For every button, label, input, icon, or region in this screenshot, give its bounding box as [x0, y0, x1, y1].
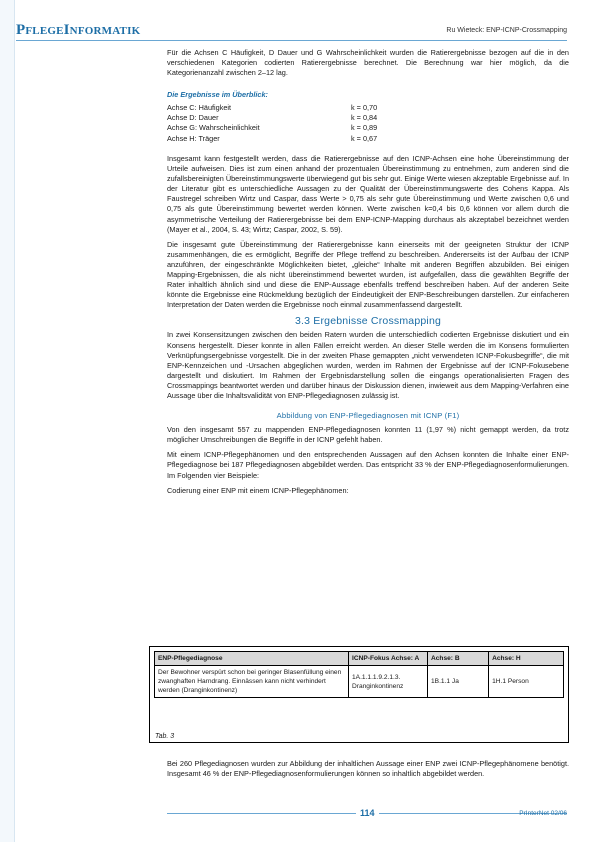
table-row: [155, 666, 564, 698]
axis-name: Achse G: Wahrscheinlichkeit: [167, 123, 260, 133]
column-header: ICNP-Fokus Achse: A: [349, 652, 428, 666]
axis-name: Achse C: Häufigkeit: [167, 102, 232, 112]
closing-paragraph: Bei 260 Pflegediagnosen wurden zur Abbildung der inhaltlichen Aussage einer ENP zwei ICNP-Pflegephänomene benötigt. Insgesamt 46 % der ENP-Pflegediagnosenformulierungen können so inhaltlich abgebildet werden.: [167, 759, 569, 779]
overview-table: [167, 102, 377, 144]
journal-name: PrInterNet 02/06: [519, 810, 567, 817]
table-caption: Tab. 3: [155, 733, 175, 740]
main-content: [167, 48, 569, 501]
table-header-row: [155, 652, 564, 666]
overview-row: [167, 123, 377, 133]
table-intro: Codierung einer ENP mit einem ICNP-Pflegephänomen:: [167, 485, 349, 495]
section-heading: 3.3 Ergebnisse Crossmapping: [294, 315, 442, 328]
subsection-paragraph: Mit einem ICNP-Pflegephänomen und den entsprechenden Aussagen auf den Achsen konnten die Inhalte einer ENP-Pflegediagnose bei 187 Pflegediagnosen abgebildet werden. Das entspricht 33 % der ENP-Pflegediagnosenformulierungen. Im Folgenden vier Beispiele:: [167, 450, 569, 480]
coding-table: [154, 651, 564, 698]
page-number: 114: [356, 808, 379, 818]
column-header: ENP-Pflegediagnose: [155, 652, 349, 666]
overview-row: [167, 134, 377, 144]
kappa-value: k = 0,70: [351, 102, 378, 112]
overview-heading: Die Ergebnisse im Überblick:: [167, 90, 268, 100]
table-cell: Der Bewohner verspürt schon bei geringer Blasenfüllung einen zwanghaften Harndrang. Einnässen kann nicht verhindert werden (Dranginkontinenz): [155, 666, 349, 698]
subsection-paragraph: Von den insgesamt 557 zu mappenden ENP-Pflegediagnosen konnten 11 (1,97 %) nicht gemappt werden, da trotz möglicher Umschreibungen die Begriffe in der ICNP gefehlt haben.: [167, 425, 569, 445]
kappa-value: k = 0,89: [351, 123, 378, 133]
column-header: Achse: H: [489, 652, 564, 666]
body-paragraph: Insgesamt kann festgestellt werden, dass die Ratierergebnisse auf den ICNP-Achsen eine hohe Übereinstimmung der Urteile aufweisen. Dies ist zum einen anhand der prozentualen Übereinstimmung zu entnehmen, zum anderen sind die zufallsbereinigten Übereinstimmungswerte überwiegend gut bis sehr gut. Einige Werte wiesen akzeptable Ergebnisse auf. In der Literatur gibt es unterschiedliche Aussagen zu der Qualität der Übereinstimmungswerte des Cohens Kappa. Als Faustregel schreiben Wirtz und Caspar, dass Werte > 0,75 als sehr gute Übereinstimmung und Werte zwischen 0,6 und 0,75 als gute Übereinstimmung bewertet werden können. Werte zwischen k=0,4 bis 0,6 können vor allem durch die asymmetrische Verteilung der Ratierergebnisse bei dem ENP-ICNP-Mapping durchaus als akzeptabel bezeichnet werden (Mayer et al., 2004, S. 43; Wirtz; Caspar, 2002, S. 59).: [167, 153, 569, 234]
table-frame: [149, 646, 569, 743]
table-cell: 1H.1 Person: [489, 666, 564, 698]
section-paragraph: In zwei Konsensitzungen zwischen den beiden Ratern wurden die unterschiedlich codierten Ergebnisse diskutiert und ein Konsens hergestellt. Dieser konnte in allen Fällen erreicht werden. An dieser Stelle werden die im Konsens formulierten Verknüpfungsergebnisse vorgestellt. Die in der zweiten Phase gemappten „nicht verwendeten ICNP-Fokusbegriffe“, die mit ENP-Kennzeichen und -Ursachen abgeglichen wurden, werden im Rahmen der Ergebnisse auf der ICNP-Fokusebene dargestellt und diskutiert. Im Rahmen der Ergebnisdarstellung sollen die eingangs operationalisierten Fragen des Crossmappings beantwortet werden und darüber hinaus der Diskussion dienen, inwieweit aus dem Mapping-Verfahren eine Aussage über die Inhaltsvalidität von ENP-Pflegediagnosen zulässig ist.: [167, 330, 569, 400]
kappa-value: k = 0,67: [351, 133, 378, 143]
kappa-value: k = 0,84: [351, 112, 378, 122]
column-header: Achse: B: [428, 652, 489, 666]
overview-row: [167, 113, 377, 123]
body-paragraph: Die insgesamt gute Übereinstimmung der Ratierergebnisse kann einerseits mit der geeigneten Struktur der ICNP zusammenhängen, die es ermöglicht, Begriffe der Pflege treffend zu beschreiben. Andererseits ist der Aufbau der ICNP anzuführen, der eingeschränkte Möglichkeiten bietet, „gleiche“ Inhalte mit anderen Begriffen abzubilden. Bei einigen Mapping-Ergebnissen, die als nicht übereinstimmend bewertet wurden, ist aufgefallen, dass die gewählten Begriffe der Rater inhaltlich ähnlich sind und diese die ENP-Aussage ebenfalls treffend beschreiben haben. Auf der anderen Seite könnte die Ergebnisse eine Rückmeldung bezüglich der Eindeutigkeit der ENP-Beschreibungen darstellen. Zur einfacheren Interpretation der Daten werden die Ergebnisse noch einmal zusammenfassend dargestellt.: [167, 239, 569, 310]
page-margin-band: [0, 0, 15, 842]
table-cell: 1A.1.1.1.9.2.1.3. Dranginkontinenz: [349, 666, 428, 698]
axis-name: Achse D: Dauer: [167, 112, 219, 122]
table-cell: 1B.1.1 Ja: [428, 666, 489, 698]
header-rule: [16, 40, 567, 41]
running-head: Ru Wieteck: ENP-ICNP-Crossmapping: [446, 27, 567, 34]
axis-name: Achse H: Träger: [167, 133, 220, 143]
overview-row: [167, 102, 377, 112]
subsection-heading: Abbildung von ENP-Pflegediagnosen mit ICNP (F1): [276, 411, 460, 421]
brand-logo: PflegeInformatik: [16, 22, 141, 38]
intro-paragraph: Für die Achsen C Häufigkeit, D Dauer und G Wahrscheinlichkeit wurden die Ratierergebnisse bezogen auf die in den verschiedenen Kategorien codierten Ratierergebnisse berechnet. Die Berechnung war hier möglich, da die Kategorienanzahl zwischen 2–12 lag.: [167, 48, 569, 78]
